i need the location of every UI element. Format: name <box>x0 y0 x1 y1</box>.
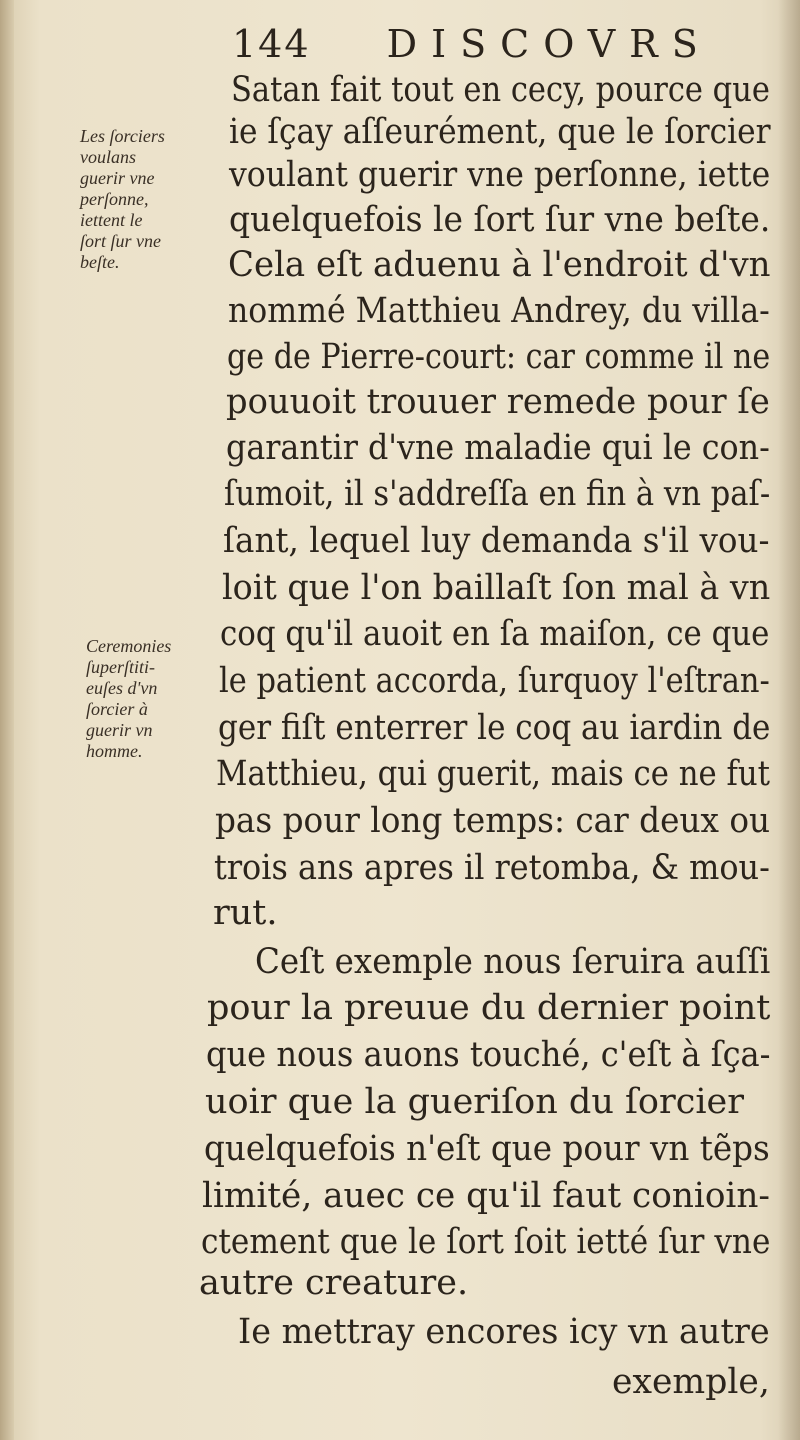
marginal-note-line: ſort ſur vne <box>80 231 161 251</box>
body-line: Matthieu, qui guerit, mais ce ne fut <box>216 754 770 794</box>
body-line: ge de Pierre-court: car comme il ne <box>227 337 771 377</box>
body-line: le patient accorda, ſurquoy l'eſtran- <box>219 661 770 701</box>
body-line: limité, auec ce qu'il faut conioin- <box>202 1176 770 1216</box>
body-line: voulant guerir vne perſonne, iette <box>229 155 771 195</box>
body-line: nommé Matthieu Andrey, du villa- <box>228 291 770 331</box>
body-line: ctement que le ſort ſoit ietté ſur vne <box>201 1222 771 1262</box>
marginal-note-line: ſorcier à <box>86 699 148 719</box>
page-number: 144 <box>232 22 311 66</box>
page-gutter <box>0 0 14 1440</box>
marginal-note-line: guerir vn <box>86 720 153 740</box>
marginal-note-line: Les ſorciers <box>80 126 165 146</box>
running-title: DISCOVRS <box>386 22 712 66</box>
page-edge-shadow <box>778 0 800 1440</box>
body-line: Satan fait tout en cecy, pource que <box>231 70 770 110</box>
body-line: loit que l'on baillaſt ſon mal à vn <box>222 568 771 608</box>
body-line: exemple, <box>612 1362 770 1402</box>
marginal-note-line: Ceremonies <box>86 636 172 656</box>
body-line: rut. <box>213 893 278 933</box>
body-line: ie ſçay aſſeurément, que le ſorcier <box>229 112 771 152</box>
body-line: trois ans apres il retomba, & mou- <box>214 848 770 888</box>
body-line: coq qu'il auoit en ſa maiſon, ce que <box>220 614 770 654</box>
body-line: garantir d'vne maladie qui le con- <box>226 428 770 468</box>
marginal-note-line: perſonne, <box>80 189 149 209</box>
marginal-note-line: beſte. <box>80 252 120 272</box>
body-line: Ceſt exemple nous ſeruira auſſi <box>255 942 771 982</box>
marginal-note-line: ſuperſtiti- <box>86 657 155 677</box>
body-line: pas pour long temps: car deux ou <box>215 801 771 841</box>
body-line: pour la preuue du dernier point <box>207 988 771 1028</box>
body-line: quelquefois le ſort ſur vne beſte. <box>229 200 771 240</box>
marginal-note <box>80 126 220 273</box>
running-head <box>232 22 712 66</box>
marginal-note <box>86 636 216 762</box>
body-line: ſumoit, il s'addreſſa en fin à vn paſ- <box>224 474 771 514</box>
body-line: uoir que la gueriſon du ſorcier <box>205 1082 744 1122</box>
body-line: ger fiſt enterrer le coq au iardin de <box>218 708 771 748</box>
marginal-note-line: iettent le <box>80 210 143 230</box>
body-line: pouuoit trouuer remede pour ſe <box>226 382 770 422</box>
body-line: que nous auons touché, c'eſt à ſça- <box>206 1035 771 1075</box>
marginal-note-line: guerir vne <box>80 168 155 188</box>
body-line: Cela eſt aduenu à l'endroit d'vn <box>228 245 771 285</box>
body-line: Ie mettray encores icy vn autre <box>238 1312 770 1352</box>
body-line: autre creature. <box>199 1263 469 1303</box>
marginal-note-line: euſes d'vn <box>86 678 158 698</box>
body-line: quelquefois n'eſt que pour vn tẽps <box>204 1129 770 1169</box>
body-line: ſant, lequel luy demanda s'il vou- <box>223 521 770 561</box>
marginal-note-line: voulans <box>80 147 136 167</box>
marginal-note-line: homme. <box>86 741 143 761</box>
